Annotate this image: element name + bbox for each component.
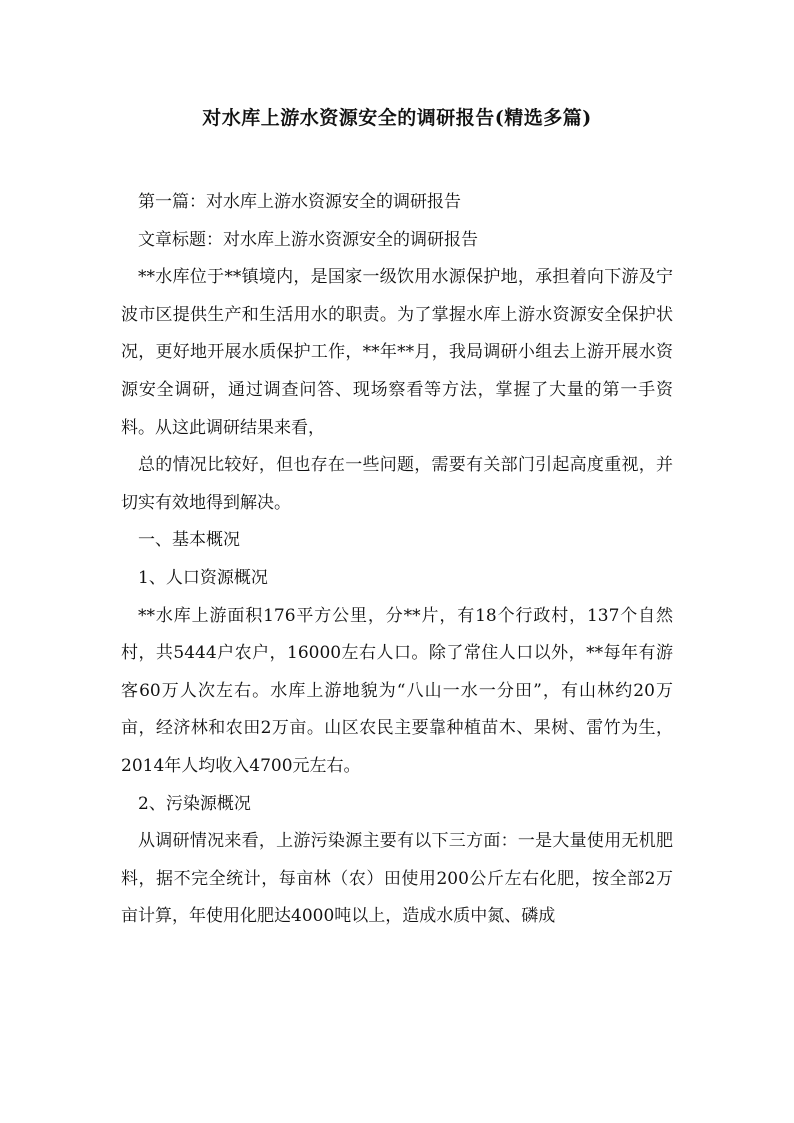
paragraph-introduction: **水库位于**镇境内，是国家一级饮用水源保护地，承担着向下游及宁波市区提供生产和生活用水的职责。为了掌握水库上游水资源安全保护状况，更好地开展水质保护工作，**年**月，我局调研小组去上游开展水资源安全调研，通过调查问答、现场察看等方法，掌握了大量的第一手资料。从这此调研结果来看， [121,267,673,438]
subsection-heading-pollution: 2、污染源概况 [138,793,251,814]
paragraph-pollution: 从调研情况来看，上游污染源主要有以下三方面：一是大量使用无机肥料，据不完全统计，每亩林（农）田使用200公斤左右化肥，按全部2万亩计算，年使用化肥达4000吨以上，造成水质中氮、磷成 [121,831,673,927]
paragraph-population: **水库上游面积176平方公里，分**片，有18个行政村，137个自然村，共5444户农户，16000左右人口。除了常住人口以外，**每年有游客60万人次左右。水库上游地貌为“八山一水一分田”，有山林约20万亩，经济林和农田2万亩。山区农民主要靠种植苗木、果树、雷竹为生，2014年人均收入4700元左右。 [121,605,673,776]
subsection-heading-population: 1、人口资源概况 [138,567,268,588]
section-heading-basic-overview: 一、基本概况 [138,530,240,551]
document-title: 对水库上游水资源安全的调研报告(精选多篇) [202,107,592,129]
section-heading-chapter-one: 第一篇：对水库上游水资源安全的调研报告 [138,192,461,212]
document-body [121,184,673,936]
article-title-line: 文章标题：对水库上游水资源安全的调研报告 [138,229,478,250]
paragraph-summary: 总的情况比较好，但也存在一些问题，需要有关部门引起高度重视，并切实有效地得到解决。 [121,455,673,513]
